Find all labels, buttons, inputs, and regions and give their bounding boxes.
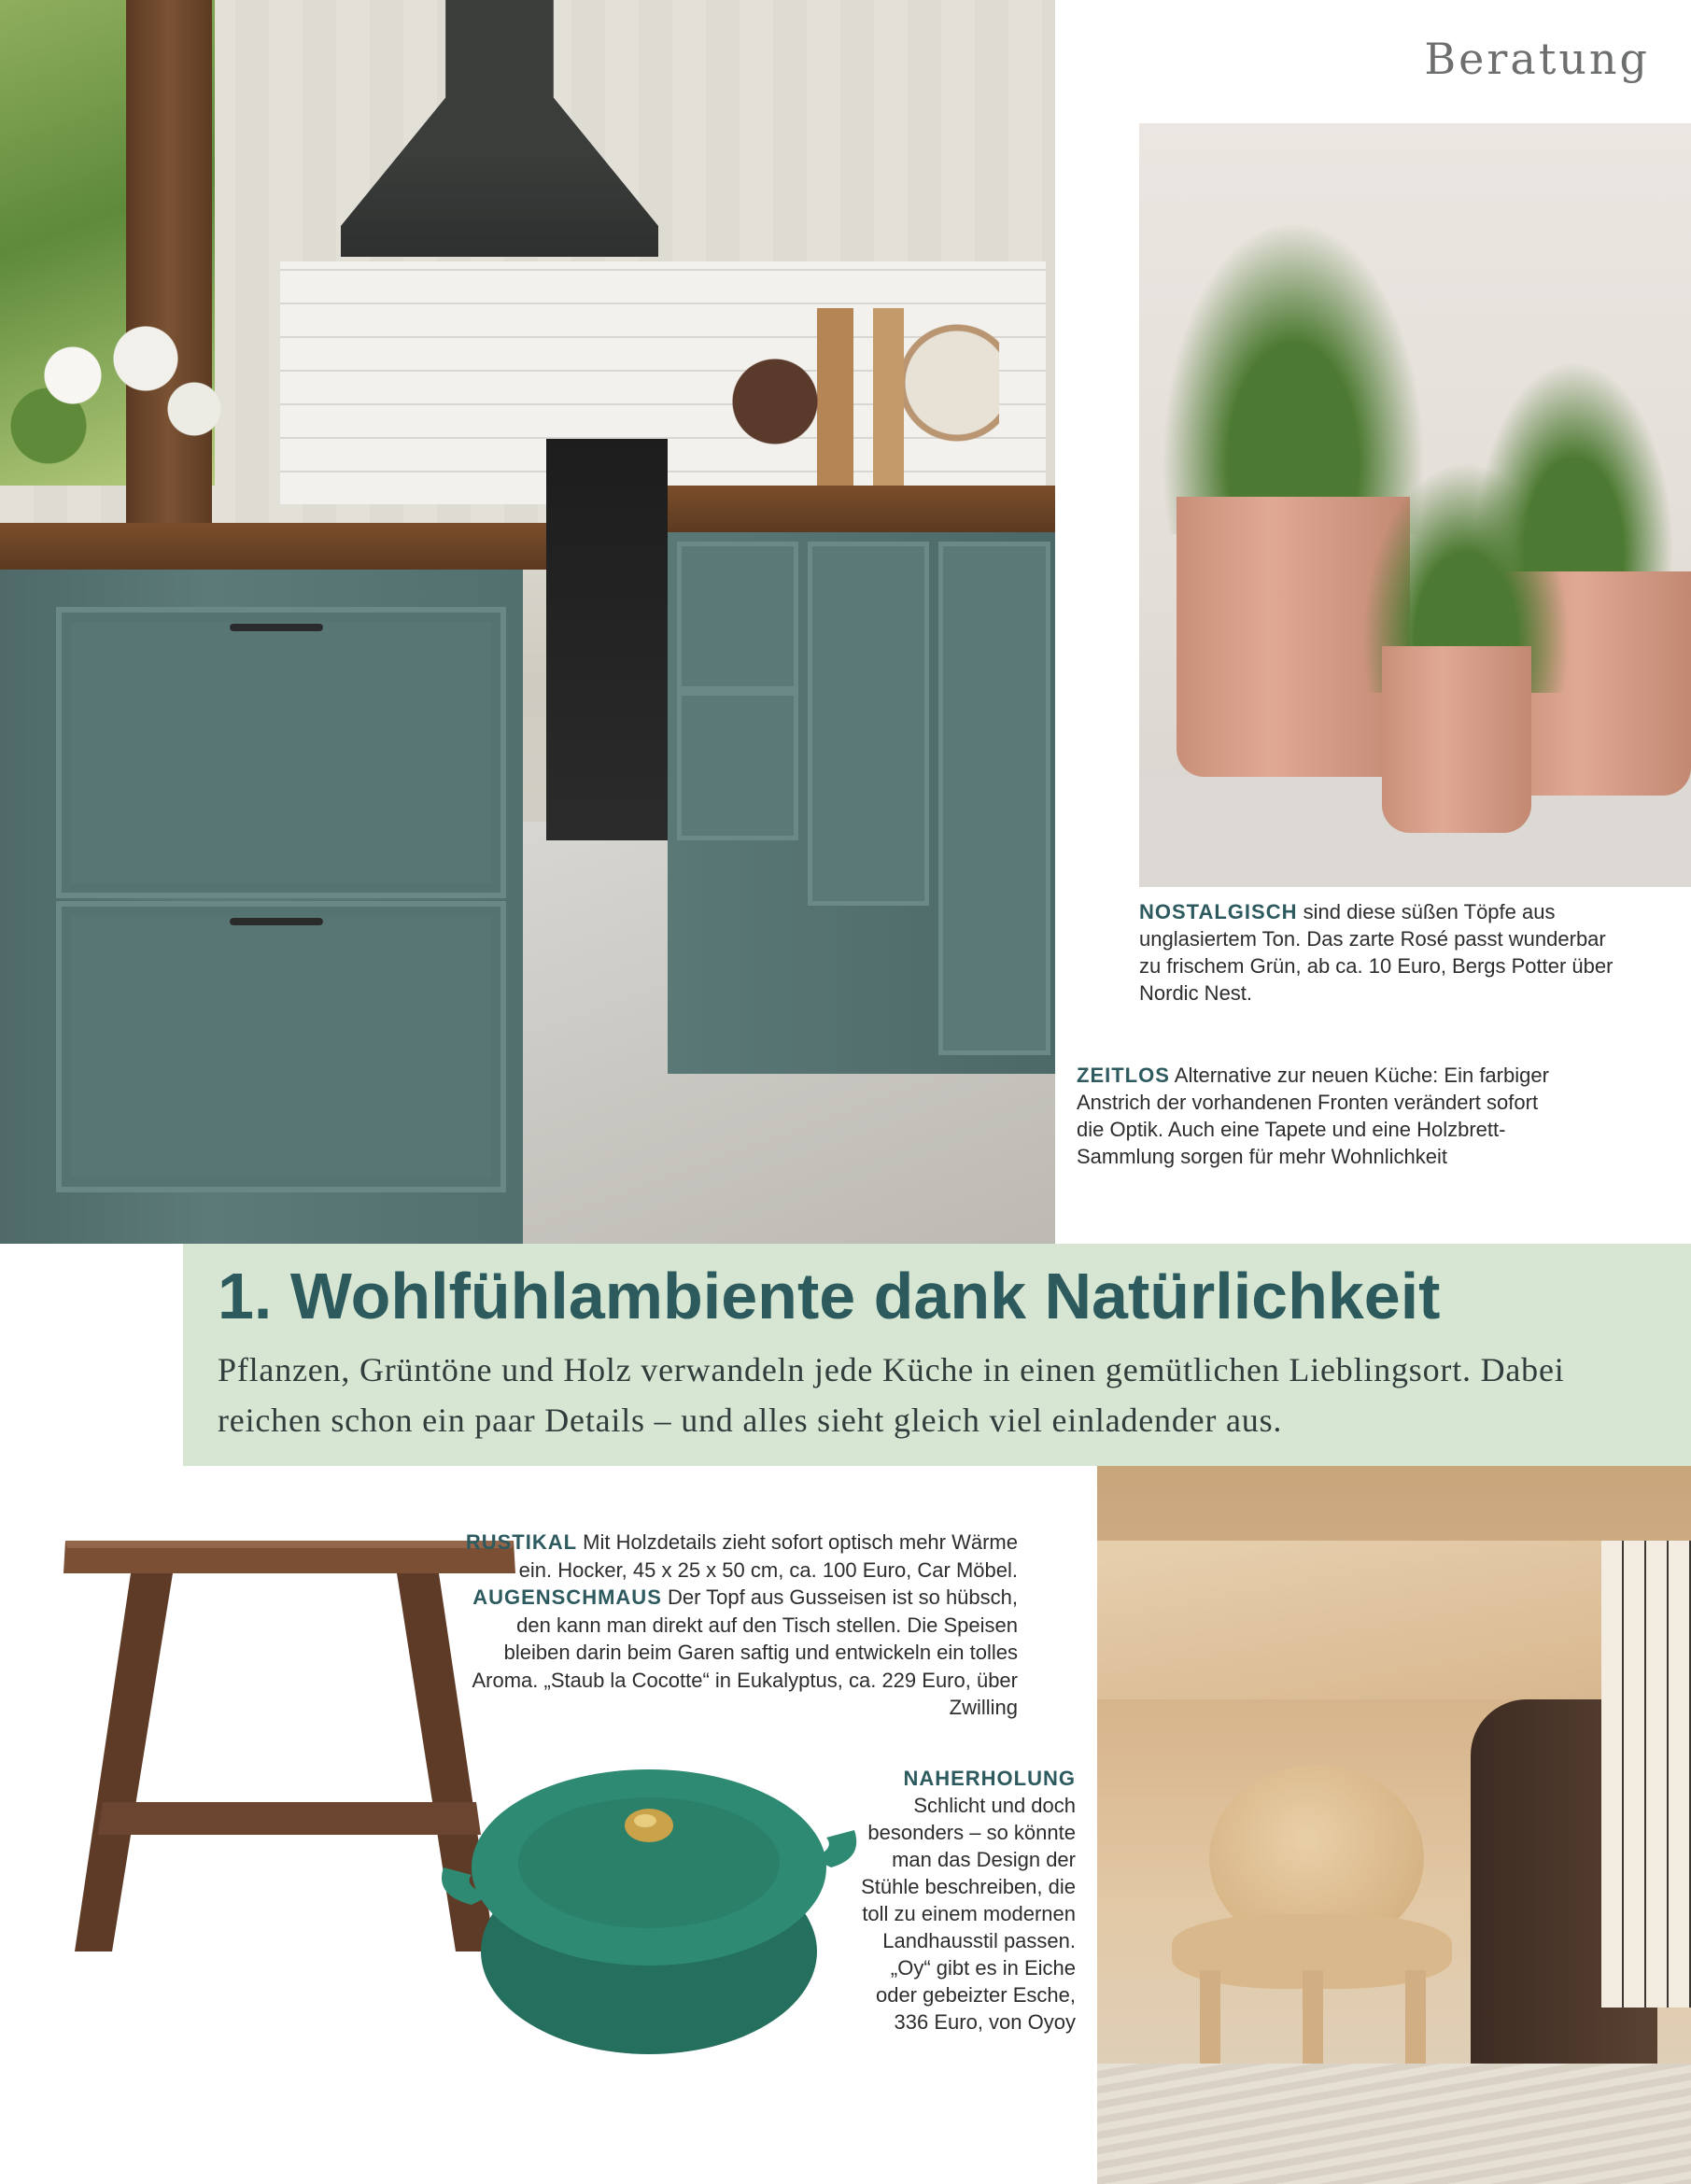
drawer-handle — [230, 918, 323, 925]
plants-photo — [1139, 123, 1691, 887]
article-deck: Pflanzen, Grüntöne und Holz verwandeln jede Küche in einen gemütlichen Lieblingsort. Dabei reichen schon ein paar Details – und alles sieht gleich viel einladender aus. — [218, 1351, 1565, 1439]
caption-text-2: Der Topf aus Gusseisen ist so hübsch, den kann man direkt auf den Tisch stellen. Die Speisen bleiben darin beim Garen saftig und entwickeln ein tolles Aroma. „Staub la Cocotte“ in Eukalyptus, ca. 229 Euro, über Zwilling — [472, 1585, 1018, 1719]
island-drawer-lower — [56, 901, 506, 1192]
caption-keyword: NOSTALGISCH — [1139, 900, 1298, 923]
terracotta-pot-small — [1382, 646, 1531, 833]
stool-top-edge — [65, 1541, 514, 1548]
kitchen-wooden-post — [126, 0, 212, 560]
kitchen-photo — [0, 0, 1055, 1244]
drawer-handle — [230, 624, 323, 631]
caption-text: Mit Holzdetails zieht sofort optisch mehr Wärme ein. Hocker, 45 x 25 x 50 cm, ca. 100 Euro, Car Möbel. — [518, 1530, 1018, 1582]
caption-keyword-2: AUGENSCHMAUS — [472, 1585, 662, 1609]
caption-keyword: ZEITLOS — [1077, 1064, 1170, 1087]
caption-zeitlos — [1077, 1062, 1562, 1170]
caption-keyword: NAHERHOLUNG — [903, 1767, 1076, 1790]
caption-text: sind diese süßen Töpfe aus unglasiertem Ton. Das zarte Rosé passt wunderbar zu frischem Grün, ab ca. 10 Euro, Bergs Potter über Nordic Nest. — [1139, 900, 1613, 1005]
article-headline: 1. Wohlfühlambiente dank Natürlichkeit — [218, 1260, 1441, 1332]
caption-nostalgisch — [1139, 898, 1625, 1007]
stool-leg-left — [75, 1573, 173, 1952]
section-label: Beratung — [1424, 34, 1650, 84]
cast-iron-pot — [434, 1755, 864, 2064]
cabinet-door — [808, 542, 929, 906]
cabinet-door — [938, 542, 1050, 1055]
kitchen-cutting-boards — [719, 308, 999, 495]
rug — [1097, 2064, 1691, 2184]
caption-text: Alternative zur neuen Küche: Ein farbiger Anstrich der vorhandenen Fronten verändert sofort die Optik. Auch eine Tapete und eine Holzbrett-Sammlung sorgen für mehr Wohnlichkeit — [1077, 1064, 1549, 1168]
striped-towel — [1601, 1541, 1691, 2008]
caption-keyword: RUSTIKAL — [465, 1530, 578, 1554]
kitchen-right-cabinets — [668, 532, 1055, 1074]
island-drawer-upper — [56, 607, 506, 898]
cabinet-door — [677, 542, 798, 691]
caption-naherholung — [850, 1765, 1076, 2036]
kitchen-oven — [546, 439, 668, 840]
stool-crossbar — [98, 1802, 481, 1835]
kitchen-countertop-right — [668, 486, 1055, 532]
cabinet-door — [677, 691, 798, 840]
chairs-photo — [1097, 1466, 1691, 2184]
caption-rustikal — [458, 1529, 1018, 1722]
pot-knob-highlight — [634, 1814, 656, 1827]
kitchen-flowers — [0, 308, 243, 476]
caption-text: Schlicht und doch besonders – so könnte man das Design der Stühle beschreiben, die toll zu einem modernen Landhausstil passen. „Oy“ gibt es in Eiche oder gebeizter Esche, 336 Euro, von Oyoy — [861, 1794, 1076, 2034]
kitchen-countertop-island — [0, 523, 546, 570]
